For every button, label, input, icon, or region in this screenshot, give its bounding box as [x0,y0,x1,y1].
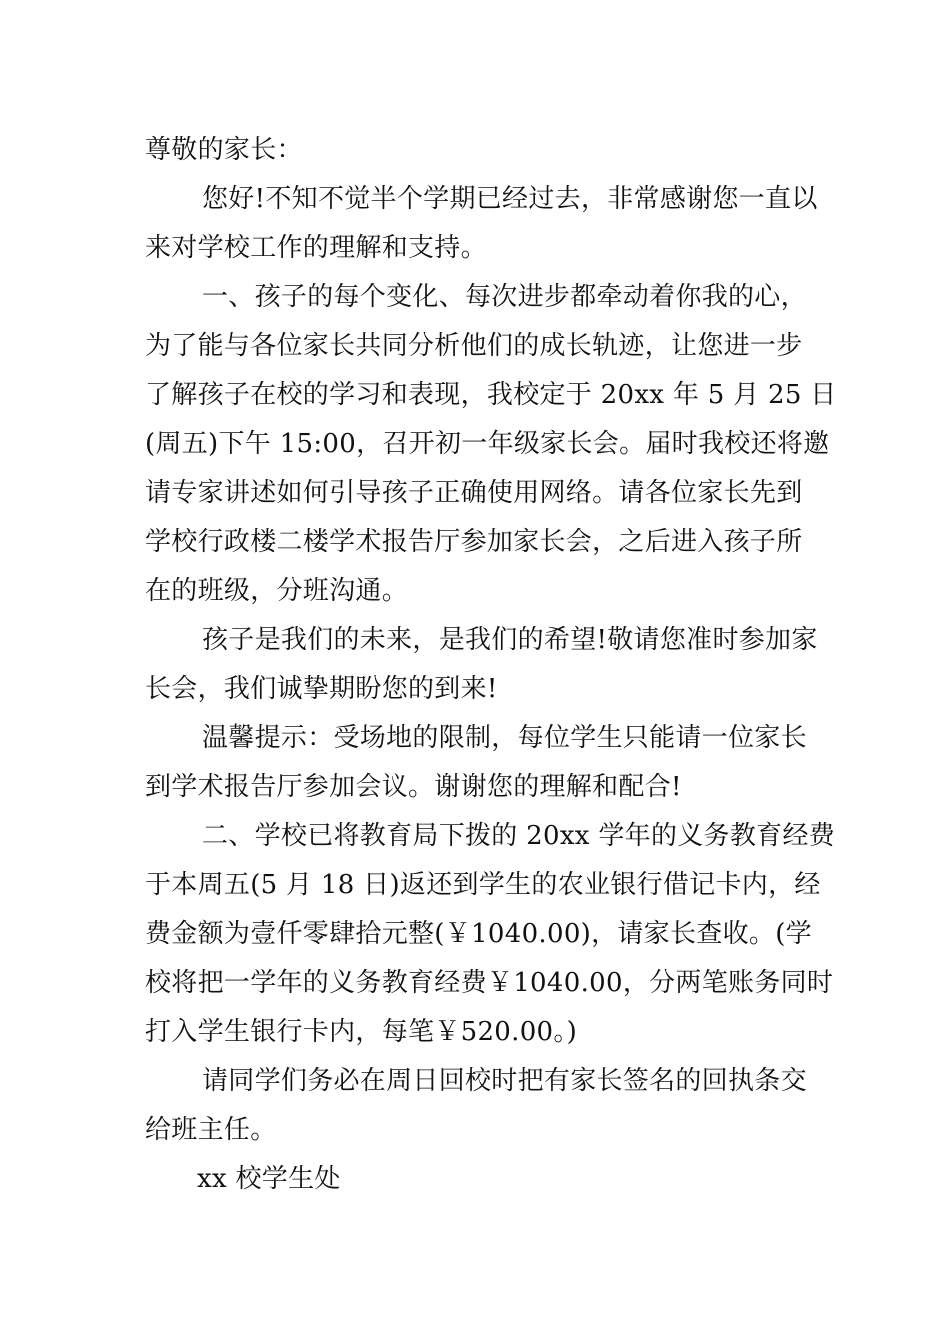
paragraph-receipt-request [145,1057,809,1155]
letter-greeting: 尊敬的家长： [145,135,303,165]
paragraph-line: 您好!不知不觉半个学期已经过去，非常感谢您一直以 [202,184,818,214]
paragraph-meeting-notice [145,273,837,616]
paragraph-line: 学校行政楼二楼学术报告厅参加家长会，之后进入孩子所 [145,527,803,557]
paragraph-line: (周五)下午 15:00，召开初一年级家长会。届时我校还将邀 [145,429,830,459]
paragraph-line: 到学术报告厅参加会议。谢谢您的理解和配合! [145,772,682,802]
paragraph-line: 了解孩子在校的学习和表现，我校定于 20xx 年 5 月 25 日 [145,380,837,410]
paragraph-line: 打入学生银行卡内，每笔￥520.00。) [145,1017,578,1047]
paragraph-reminder [145,714,809,812]
paragraph-line: 孩子是我们的未来，是我们的希望!敬请您准时参加家 [202,625,818,655]
paragraph-line: 给班主任。 [145,1115,277,1145]
paragraph-line: 来对学校工作的理解和支持。 [145,233,487,263]
paragraph-line: 校将把一学年的义务教育经费￥1040.00，分两笔账务同时 [145,968,834,998]
paragraph-invitation [145,616,818,714]
paragraph-line: 温馨提示：受场地的限制，每位学生只能请一位家长 [202,723,807,753]
paragraph-line: 在的班级，分班沟通。 [145,576,409,606]
paragraph-funding [145,812,836,1057]
paragraph-line: 费金额为壹仟零肆拾元整(￥1040.00)，请家长查收。(学 [145,919,812,949]
paragraph-line: 一、孩子的每个变化、每次进步都牵动着你我的心， [202,282,807,312]
letter-body [145,126,837,1204]
paragraph-line: 长会，我们诚挚期盼您的到来! [145,674,498,704]
paragraph-line: 请同学们务必在周日回校时把有家长签名的回执条交 [202,1066,807,1096]
paragraph-line: 二、学校已将教育局下拨的 20xx 学年的义务教育经费 [202,821,836,851]
paragraph-line: 请专家讲述如何引导孩子正确使用网络。请各位家长先到 [145,478,803,508]
paragraph-line: 为了能与各位家长共同分析他们的成长轨迹，让您进一步 [145,331,803,361]
paragraph-line: 于本周五(5 月 18 日)返还到学生的农业银行借记卡内，经 [145,870,821,900]
letter-signature: xx 校学生处 [197,1164,341,1194]
paragraph-intro [145,175,818,273]
